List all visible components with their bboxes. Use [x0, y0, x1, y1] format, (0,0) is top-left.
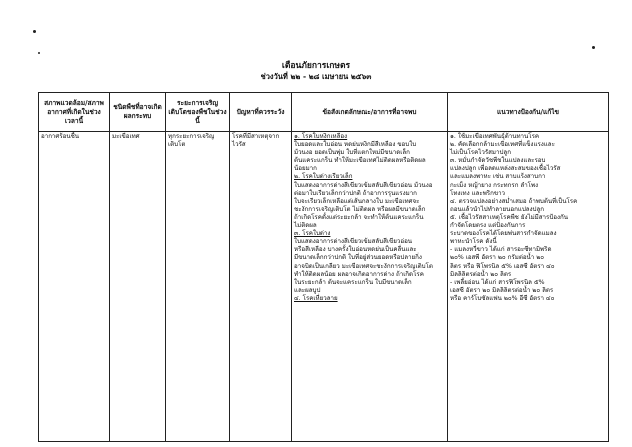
warning-table — [38, 92, 609, 442]
prevention-line: ๕. เชื้อไวรัสสาเหตุโรคพืช ยังไม่มีสารป้องกัน — [450, 213, 568, 221]
prevention-line: กำจัดโดยตรง แต่ป้องกันการ — [450, 222, 526, 230]
prevention-line: ถอนแล้วนำไปทำลายนอกแปลงปลูก — [450, 205, 545, 213]
observation-line: น้อยมาก — [294, 165, 317, 173]
scan-speck-left-2 — [38, 52, 40, 54]
observation-line: และผลบูป — [294, 286, 321, 294]
observation-heading: ๓. โรคใบด่าง — [294, 230, 331, 238]
cell-prevention — [448, 132, 609, 442]
prevention-line: มิลลิลิตรต่อน้ำ ๒๐ ลิตร — [450, 270, 512, 278]
header-prevention: แนวทางป้องกัน/แก้ไข — [448, 93, 609, 132]
cell-observations — [292, 132, 448, 442]
observation-line: ใบจะเรียวเล็กเหลือแต่เส้นกลางใบ มะเขือเทศจะ — [294, 197, 420, 205]
prevention-line: กะเม็ง หญ้ายาง กระทกรก ลำโพง — [450, 181, 539, 189]
prevention-line: ระบาดของโรคได้โดยพ่นสารกำจัดแมลง — [450, 230, 557, 238]
cell-environment: อากาศร้อนชื้น — [39, 132, 110, 442]
observation-heading: ๑. โรคใบหงิกเหลือง — [294, 133, 348, 140]
prevention-line: ลิตร หรือ ฟิโพรนิล ๕% เอสซี อัตรา ๔๐ — [450, 262, 555, 270]
prevention-line: ๒๐% เอสพี อัตรา ๒๐ กรัมต่อน้ำ ๒๐ — [450, 254, 545, 262]
observation-line: ใบแสดงอาการด่างสีเขียวเข้มสลับสีเขียวอ่อน ม้วนงอ — [294, 181, 433, 189]
observation-line: อาจบิดเป็นเกลียว มะเขือเทศจะชะงักการเจริญเติบโต — [294, 262, 433, 270]
observation-line: ไม่ติดผล — [294, 222, 317, 230]
observation-line: ใบยอดและใบอ่อน หดย่นหงิกมีสีเหลือง ขอบใบ — [294, 141, 417, 149]
cell-crop: มะเขือเทศ — [110, 132, 166, 442]
cell-problem: โรคที่มีสาเหตุจากไวรัส — [230, 132, 292, 442]
prevention-line: ไม่เป็นโรคไวรัสมาปลูก — [450, 149, 511, 157]
prevention-line: - แมลงหวี่ขาว ได้แก่ สารอะซีทามิพริด — [450, 246, 552, 254]
scan-speck-right — [592, 46, 595, 49]
observation-line: ต้นแคระแกร็น ทำให้มะเขือเทศไม่ติดผลหรือติดผล — [294, 157, 426, 165]
prevention-line: ๓. หมั่นกำจัดวัชพืชในแปลงและรอบ — [450, 157, 546, 165]
observation-line: ใบแสดงอาการด่างสีเขียวเข้มสลับสีเขียวอ่อน — [294, 238, 413, 246]
observation-line: ในระยะกล้า ต้นจะแคระแกร็น ใบมีขนาดเล็ก — [294, 278, 412, 286]
header-stage: ระยะการเจริญเติบโตของพืชในช่วงนี้ — [166, 93, 230, 132]
observation-line: ชะงักการเจริญเติบโต ไม่ติดผล หรือผลมีขนาดเล็ก — [294, 205, 426, 213]
date-range: ช่วงวันที่ ๒๒ - ๒๘ เมษายน ๒๕๖๓ — [260, 72, 372, 81]
prevention-line: - เพลี้ยอ่อน ได้แก่ สารฟิโพรนิล ๕% — [450, 278, 545, 286]
header-environment: สภาพแวดล้อม/สภาพอากาศที่เกิดในช่วงเวลานี้ — [39, 93, 110, 132]
observation-line: หรือสีเหลือง บางครั้งใบอ่อนหดย่นเป็นคลื่นและ — [294, 246, 417, 254]
prevention-line: ๔. ตรวจแปลงอย่างสม่ำเสมอ ถ้าพบต้นที่เป็นโรค — [450, 197, 578, 205]
prevention-line: และแมลงพาหะ เช่น สาบแร้งสาบกา — [450, 173, 546, 181]
prevention-line: หรือ คาร์โบซัลแฟน ๒๐% อีซี อัตรา ๔๐ — [450, 294, 555, 302]
observation-line: ต่อมาใบเรียวเล็กกว่าปกติ ถ้าอาการรุนแรงมาก — [294, 189, 417, 197]
observation-line: ม้วนงอ ยอดเป็นพุ่ม ใบที่แตกใหม่มีขนาดเล็ก — [294, 149, 410, 157]
scan-speck-left — [33, 30, 36, 33]
prevention-line: แปลงปลูก เพื่อลดแหล่งสะสมของเชื้อไวรัส — [450, 165, 561, 173]
prevention-line: ๑. ใช้มะเขือเทศพันธุ์ต้านทานโรค — [450, 133, 540, 140]
prevention-line: โทงเทง และพริกขาว — [450, 189, 506, 197]
cell-stage: ทุกระยะการเจริญเติบโต — [166, 132, 230, 442]
observation-line: ถ้าเกิดโรคตั้งแต่ระยะกล้า จะทำให้ต้นแคระแกร็น — [294, 213, 424, 221]
header-crop: ชนิดพืชที่อาจเกิดผลกระทบ — [110, 93, 166, 132]
page-title: เตือนภัยการเกษตร — [281, 61, 351, 71]
observation-line: ทำให้ติดผลน้อย ผลอาจเกิดอาการด่าง ถ้าเกิดโรค — [294, 270, 424, 278]
table-row — [39, 132, 609, 442]
prevention-line: เอสซี อัตรา ๒๐ มิลลิลิตรต่อน้ำ ๒๐ ลิตร — [450, 286, 554, 294]
prevention-line: ๒. คัดเลือกกล้ามะเขือเทศที่แข็งแรงและ — [450, 141, 555, 149]
observation-heading: ๔. โรคเหี่ยวลาย — [294, 294, 338, 302]
header-problem: ปัญหาที่ควรระวัง — [230, 93, 292, 132]
observation-heading: ๒. โรคใบด่างเรียวเล็ก — [294, 173, 353, 181]
prevention-line: พาหะนำโรค ดังนี้ — [450, 238, 497, 246]
observation-line: มีขนาดเล็กกว่าปกติ ใบที่อยู่ส่วนยอดหรือปลายกิ่ง — [294, 254, 422, 262]
table-header-row — [39, 93, 609, 132]
header-observations: ข้อสังเกตลักษณะ/อาการที่อาจพบ — [292, 93, 448, 132]
